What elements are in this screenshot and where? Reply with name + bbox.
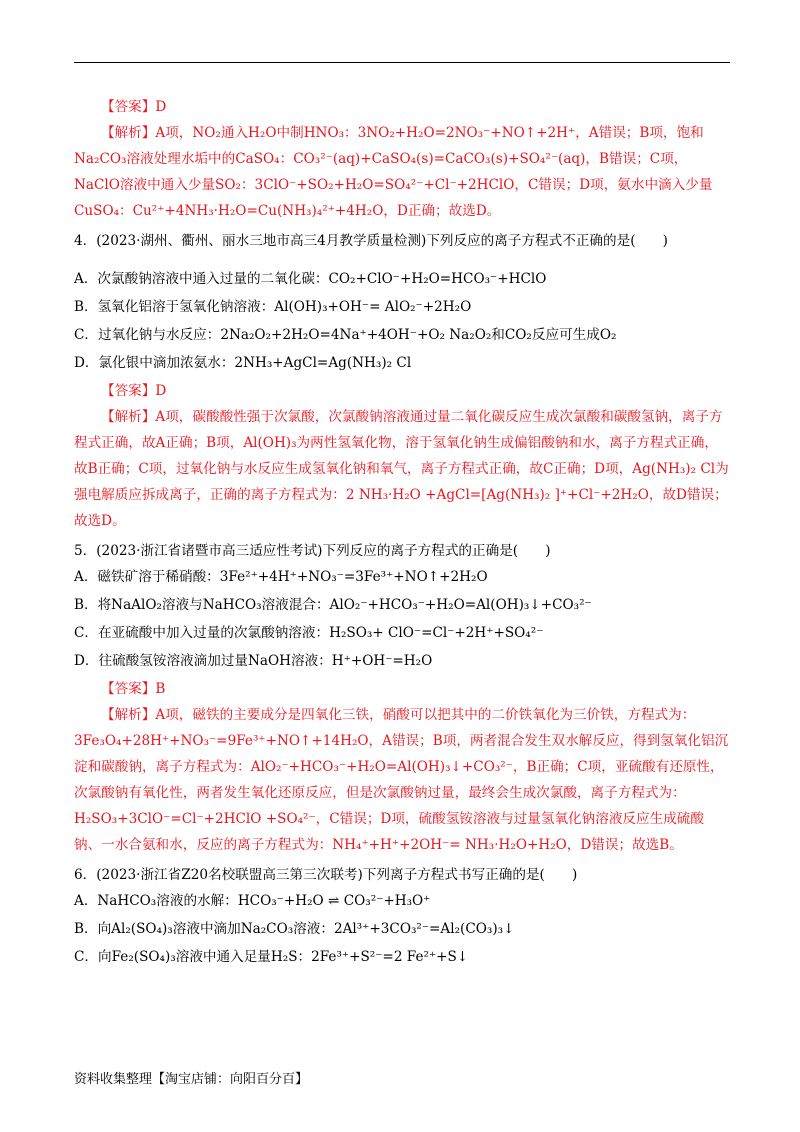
document-body — [74, 94, 730, 972]
answer-3: 【答案】D — [101, 99, 167, 115]
q6-option-a: A．NaHCO₃溶液的水解：HCO₃⁻+H₂O ⇌ CO₃²⁻+H₃O⁺ — [74, 893, 431, 909]
q4-option-b: B．氢氧化铝溶于氢氧化钠溶液：Al(OH)₃+OH⁻= AlO₂⁻+2H₂O — [74, 299, 472, 315]
question-5: 5．(2023·浙江省诸暨市高三适应性考试)下列反应的离子方程式的正确是( ) — [74, 543, 551, 559]
question-4: 4．(2023·湖州、衢州、丽水三地市高三4月教学质量检测)下列反应的离子方程式不正确的是( ) — [74, 233, 668, 249]
q4-option-d: D．氯化银中滴加浓氨水：2NH₃+AgCl=Ag(NH₃)₂ Cl — [74, 355, 412, 371]
q4-option-a: A．次氯酸钠溶液中通入过量的二氧化碳：CO₂+ClO⁻+H₂O=HCO₃⁻+HClO — [74, 271, 547, 287]
header-rule — [74, 62, 730, 63]
footer-source: 资料收集整理【淘宝店铺：向阳百分百】 — [74, 1072, 309, 1087]
q4-option-c: C．过氧化钠与水反应：2Na₂O₂+2H₂O=4Na⁺+4OH⁻+O₂ Na₂O₂和CO₂反应可生成O₂ — [74, 327, 617, 343]
question-6: 6．(2023·浙江省Z20名校联盟高三第三次联考)下列离子方程式书写正确的是( ) — [74, 867, 578, 883]
q6-option-c: C．向Fe₂(SO₄)₃溶液中通入足量H₂S：2Fe³⁺+S²⁻=2 Fe²⁺+S↓ — [74, 949, 469, 965]
q5-option-b: B．将NaAlO₂溶液与NaHCO₃溶液混合：AlO₂⁻+HCO₃⁻+H₂O=Al(OH)₃↓+CO₃²⁻ — [74, 597, 592, 613]
analysis-4: 【解析】A项，碳酸酸性强于次氯酸，次氯酸钠溶液通过量二氧化碳反应生成次氯酸和碳酸氢钠，离子方程式正确，故A正确；B项，Al(OH)₃为两性氢氧化物，溶于氢氧化钠生成偏铝酸钠和水，离子方程式正确，故B正确；C项，过氧化钠与水反应生成氢氧化钠和氧气，离子方程式正确，故C正确；D项，Ag(NH₃)₂ Cl为强电解质应拆成离子，正确的离子方程式为：2 NH₃·H₂O +AgCl=[Ag(NH₃)₂ ]⁺+Cl⁻+2H₂O，故D错误；故选D。 — [74, 409, 729, 529]
analysis-5: 【解析】A项，磁铁的主要成分是四氧化三铁，硝酸可以把其中的二价铁氧化为三价铁，方程式为：3Fe₃O₄+28H⁺+NO₃⁻=9Fe³⁺+NO↑+14H₂O，A错误；B项，两者混合发生双水解反应，得到氢氧化铝沉淀和碳酸钠，离子方程式为：AlO₂⁻+HCO₃⁻+H₂O=Al(OH)₃↓+CO₃²⁻，B正确；C项，亚硫酸有还原性，次氯酸钠有氧化性，两者发生氧化还原反应，但是次氯酸钠过量，最终会生成次氯酸，离子方程式为：H₂SO₃+3ClO⁻=Cl⁻+2HClO +SO₄²⁻，C错误；D项，硫酸氢铵溶液与过量氢氧化钠溶液反应生成硫酸钠、一水合氨和水，反应的离子方程式为：NH₄⁺+H⁺+2OH⁻= NH₃·H₂O+H₂O，D错误；故选B。 — [74, 707, 729, 853]
answer-5: 【答案】B — [101, 681, 166, 697]
analysis-3: 【解析】A项，NO₂通入H₂O中制HNO₃：3NO₂+H₂O=2NO₃⁻+NO↑+2H⁺，A错误；B项，饱和Na₂CO₃溶液处理水垢中的CaSO₄：CO₃²⁻(aq)+CaSO₄(s)=CaCO₃(s)+SO₄²⁻(aq)，B错误；C项，NaClO溶液中通入少量SO₂：3ClO⁻+SO₂+H₂O=SO₄²⁻+Cl⁻+2HClO，C错误；D项，氨水中滴入少量CuSO₄：Cu²⁺+4NH₃·H₂O=Cu(NH₃)₄²⁺+4H₂O，D正确；故选D。 — [74, 125, 713, 219]
q5-option-d: D．往硫酸氢铵溶液滴加过量NaOH溶液：H⁺+OH⁻=H₂O — [74, 653, 433, 669]
q6-option-b: B．向Al₂(SO₄)₃溶液中滴加Na₂CO₃溶液：2Al³⁺+3CO₃²⁻=Al₂(CO₃)₃↓ — [74, 921, 515, 937]
q5-option-c: C．在亚硫酸中加入过量的次氯酸钠溶液：H₂SO₃+ ClO⁻=Cl⁻+2H⁺+SO₄²⁻ — [74, 625, 544, 641]
q5-option-a: A．磁铁矿溶于稀硝酸：3Fe²⁺+4H⁺+NO₃⁻=3Fe³⁺+NO↑+2H₂O — [74, 569, 488, 585]
answer-4: 【答案】D — [101, 383, 167, 399]
